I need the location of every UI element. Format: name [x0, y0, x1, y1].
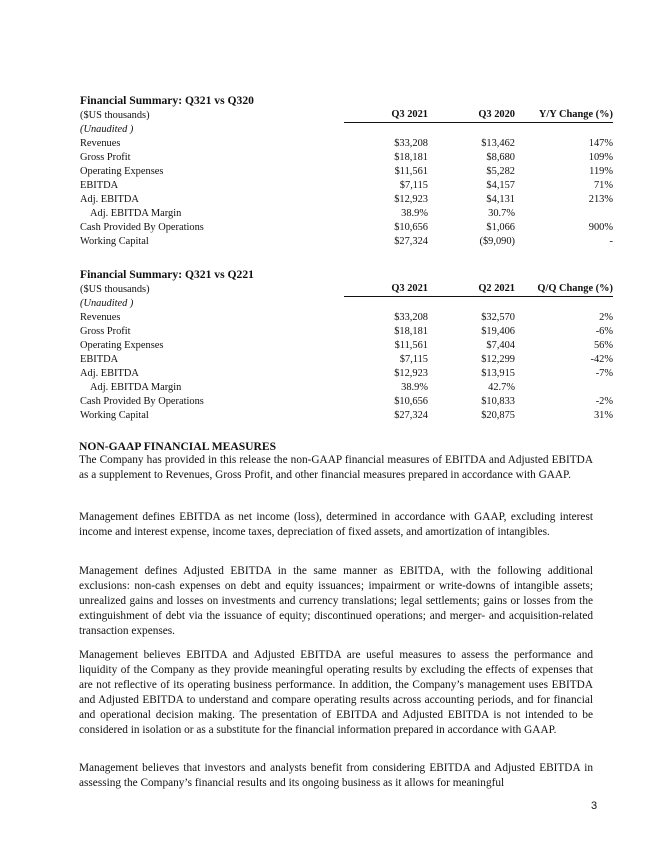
row-label: Operating Expenses	[80, 165, 164, 177]
cell-value: 56%	[593, 339, 613, 351]
column-header: Q/Q Change (%)	[515, 282, 613, 297]
cell-value: $19,406	[481, 325, 515, 337]
cell-value: $27,324	[394, 409, 428, 421]
cell-value: $18,181	[394, 151, 428, 163]
row-label: Working Capital	[80, 235, 149, 247]
cell-value: $7,404	[486, 339, 515, 351]
cell-value: $33,208	[394, 137, 428, 149]
row-label: Cash Provided By Operations	[80, 395, 204, 407]
table-row	[80, 409, 613, 423]
table-row	[80, 151, 613, 165]
paragraph	[79, 761, 593, 791]
row-label: Gross Profit	[80, 325, 131, 337]
table-note: (Unaudited )	[80, 297, 134, 309]
table-note: (Unaudited )	[80, 123, 134, 135]
cell-value: 38.9%	[401, 207, 428, 219]
page-number: 3	[591, 800, 598, 812]
table-row	[80, 339, 613, 353]
table-row	[80, 367, 613, 381]
row-label: Adj. EBITDA Margin	[90, 381, 182, 393]
cell-value: $12,299	[481, 353, 515, 365]
cell-value: -2%	[595, 395, 613, 407]
cell-value: $13,915	[481, 367, 515, 379]
cell-value: 30.7%	[488, 207, 515, 219]
column-header: Q3 2021	[344, 282, 428, 297]
cell-value: $10,833	[481, 395, 515, 407]
financial-summary-table-yoy	[80, 93, 613, 249]
table-title: Financial Summary: Q321 vs Q320	[80, 94, 254, 107]
table-note-row	[80, 297, 613, 311]
table-row	[80, 165, 613, 179]
paragraph	[79, 564, 593, 639]
cell-value	[515, 207, 613, 221]
cell-value: $20,875	[481, 409, 515, 421]
cell-value: $4,131	[486, 193, 515, 205]
cell-value: 2%	[599, 311, 613, 323]
cell-value: $7,115	[399, 179, 428, 191]
cell-value: 71%	[593, 179, 613, 191]
cell-value: $5,282	[486, 165, 515, 177]
column-header: Y/Y Change (%)	[515, 108, 613, 123]
paragraph-text: The Company has provided in this release the non-GAAP financial measures of EBITDA and Adjusted EBITDA as a supplement to Revenues, Gross Profit, and other financial measures prepared in accordance with GAAP.	[79, 454, 593, 481]
row-label: Adj. EBITDA	[80, 367, 139, 379]
table-header-row	[80, 282, 613, 297]
cell-value: $27,324	[394, 235, 428, 247]
cell-value: 900%	[588, 221, 613, 233]
table-row	[80, 235, 613, 249]
cell-value: 31%	[593, 409, 613, 421]
cell-value: -	[609, 235, 613, 247]
cell-value: $32,570	[481, 311, 515, 323]
paragraph-text: Management believes that investors and analysts benefit from considering EBITDA and Adjusted EBITDA in assessing the Company’s financial results and its ongoing business as it allows for meaningful	[79, 762, 593, 789]
table-row	[80, 381, 613, 395]
financial-summary-table-qoq	[80, 267, 613, 423]
cell-value: $8,680	[486, 151, 515, 163]
cell-value: 38.9%	[401, 381, 428, 393]
table-row	[80, 325, 613, 339]
row-label: Operating Expenses	[80, 339, 164, 351]
cell-value: ($9,090)	[479, 235, 515, 247]
cell-value: -42%	[590, 353, 613, 365]
cell-value: 213%	[588, 193, 613, 205]
cell-value: $13,462	[481, 137, 515, 149]
row-label: EBITDA	[80, 353, 119, 365]
row-label: Revenues	[80, 311, 121, 323]
paragraph	[79, 510, 593, 540]
row-label: Cash Provided By Operations	[80, 221, 204, 233]
cell-value: 119%	[589, 165, 613, 177]
paragraph-text: Management defines Adjusted EBITDA in the same manner as EBITDA, with the following additional exclusions: non-cash expenses on debt and equity issuances; impairment or write-downs of intangible assets; unrealized gains and losses on investments and currency translations; legal settlements; gains or losses from the extinguishment of debt via the issuance of equity; discontinued operations; and merger- and acquisition-related transaction expenses.	[79, 565, 593, 637]
cell-value: $4,157	[486, 179, 515, 191]
paragraph-text: Management believes EBITDA and Adjusted EBITDA are useful measures to assess the performance and liquidity of the Company as they provide meaningful operating results by excluding the effects of expenses that are not reflective of its operating business performance. In addition, the Company’s management uses EBITDA and Adjusted EBITDA to understand and compare operating results across accounting periods, and for financial and operational decision making. The presentation of EBITDA and Adjusted EBITDA is not intended to be considered in isolation or as a substitute for the financial information prepared in accordance with GAAP.	[79, 649, 593, 736]
cell-value: 109%	[588, 151, 613, 163]
table-row	[80, 179, 613, 193]
row-label: Gross Profit	[80, 151, 131, 163]
cell-value: -6%	[595, 325, 613, 337]
table-row	[80, 395, 613, 409]
cell-value: $1,066	[486, 221, 515, 233]
row-label: Adj. EBITDA	[80, 193, 139, 205]
table-row	[80, 137, 613, 151]
row-label: EBITDA	[80, 179, 119, 191]
cell-value: 147%	[588, 137, 613, 149]
cell-value: $12,923	[394, 367, 428, 379]
cell-value: $11,561	[394, 339, 428, 351]
table-row	[80, 221, 613, 235]
cell-value: $18,181	[394, 325, 428, 337]
row-label: Adj. EBITDA Margin	[90, 207, 182, 219]
cell-value: $12,923	[394, 193, 428, 205]
section-heading: NON-GAAP FINANCIAL MEASURES	[79, 440, 277, 453]
cell-value: $33,208	[394, 311, 428, 323]
table-row	[80, 353, 613, 367]
row-label: Working Capital	[80, 409, 149, 421]
column-header: Q3 2021	[344, 108, 428, 123]
table-row	[80, 207, 613, 221]
table-header-row	[80, 108, 613, 123]
row-label: Revenues	[80, 137, 121, 149]
column-header: Q2 2021	[428, 282, 515, 297]
paragraph-text: Management defines EBITDA as net income (loss), determined in accordance with GAAP, excluding interest income and interest expense, income taxes, depreciation of fixed assets, and amortization of intangibles.	[79, 511, 593, 538]
cell-value: 42.7%	[488, 381, 515, 393]
cell-value: -7%	[595, 367, 613, 379]
table-units: ($US thousands)	[80, 283, 150, 295]
cell-value: $11,561	[394, 165, 428, 177]
table-note-row	[80, 123, 613, 137]
table-units: ($US thousands)	[80, 109, 150, 121]
cell-value: $10,656	[394, 221, 428, 233]
table-title: Financial Summary: Q321 vs Q221	[80, 268, 254, 281]
paragraph	[79, 453, 593, 483]
paragraph	[79, 648, 593, 738]
table-row	[80, 193, 613, 207]
section-heading-block	[79, 439, 593, 454]
cell-value: $10,656	[394, 395, 428, 407]
table-row	[80, 311, 613, 325]
column-header: Q3 2020	[428, 108, 515, 123]
cell-value	[515, 381, 613, 395]
cell-value: $7,115	[399, 353, 428, 365]
